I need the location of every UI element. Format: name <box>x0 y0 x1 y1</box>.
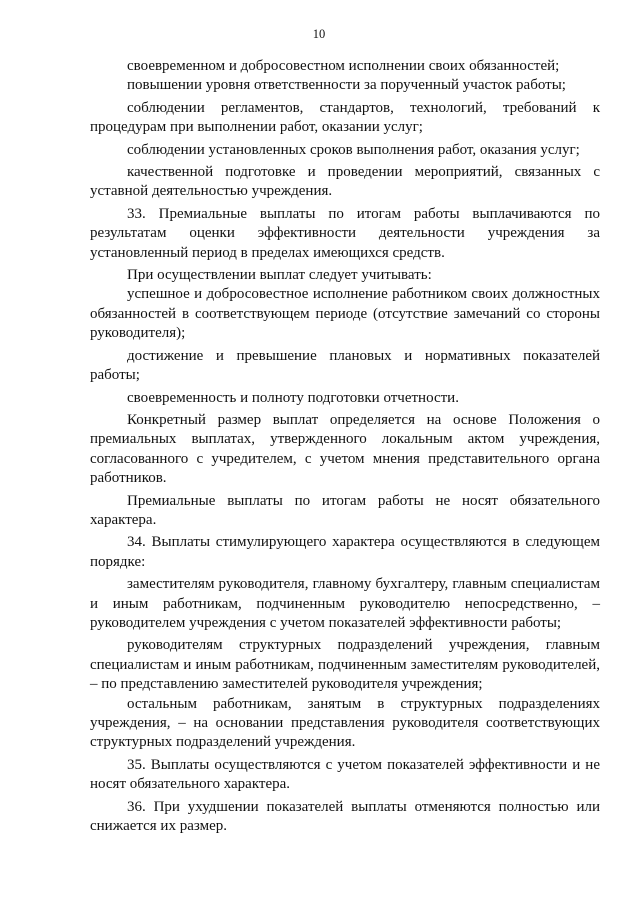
paragraph: Конкретный размер выплат определяется на основе Положения о премиальных выплатах, утвержденного локальным актом учреждения, согласованного с учредителем, с учетом мнения представительного органа работников. <box>90 411 600 487</box>
paragraph: успешное и добросовестное исполнение работником своих должностных обязанностей в соответствующем периоде (отсутствие замечаний со стороны руководителя); <box>90 286 600 342</box>
page-number: 10 <box>312 27 326 41</box>
paragraph: 34. Выплаты стимулирующего характера осуществляются в следующем порядке: <box>90 534 600 570</box>
paragraph: своевременном и добросовестном исполнении своих обязанностей; <box>127 58 560 74</box>
paragraph: руководителям структурных подразделений учреждения, главным специалистам и иным работникам, подчиненным заместителям руководителей, – по представлению заместителей руководителя учреждения; <box>90 637 600 693</box>
paragraph: 33. Премиальные выплаты по итогам работы выплачиваются по результатам оценки эффективности деятельности учреждения за установленный период в пределах имеющихся средств. <box>90 205 600 261</box>
paragraph: достижение и превышение плановых и нормативных показателей работы; <box>90 347 600 384</box>
paragraph: Премиальные выплаты по итогам работы не носят обязательного характера. <box>90 492 600 528</box>
paragraph: соблюдении установленных сроков выполнения работ, оказания услуг; <box>127 141 580 158</box>
document-body <box>90 57 600 836</box>
paragraph: При осуществлении выплат следует учитывать: <box>127 267 432 284</box>
paragraph: повышении уровня ответственности за порученный участок работы; <box>127 77 566 94</box>
paragraph: заместителям руководителя, главному бухгалтеру, главным специалистам и иным работникам, подчиненным руководителю непосредственно, – руководителем учреждения с учетом показателей эффективности работы; <box>90 576 600 631</box>
paragraph: 36. При ухудшении показателей выплаты отменяются полностью или снижается их размер. <box>90 798 600 835</box>
paragraph: качественной подготовке и проведении мероприятий, связанных с уставной деятельностью учреждения. <box>90 164 600 200</box>
paragraph: 35. Выплаты осуществляются с учетом показателей эффективности и не носят обязательного характера. <box>90 756 600 793</box>
paragraph: остальным работникам, занятым в структурных подразделениях учреждения, – на основании представления руководителя соответствующих структурных подразделений учреждения. <box>90 695 600 751</box>
paragraph: своевременность и полноту подготовки отчетности. <box>127 389 459 406</box>
paragraph: соблюдении регламентов, стандартов, технологий, требований к процедурам при выполнении работ, оказании услуг; <box>90 99 600 136</box>
